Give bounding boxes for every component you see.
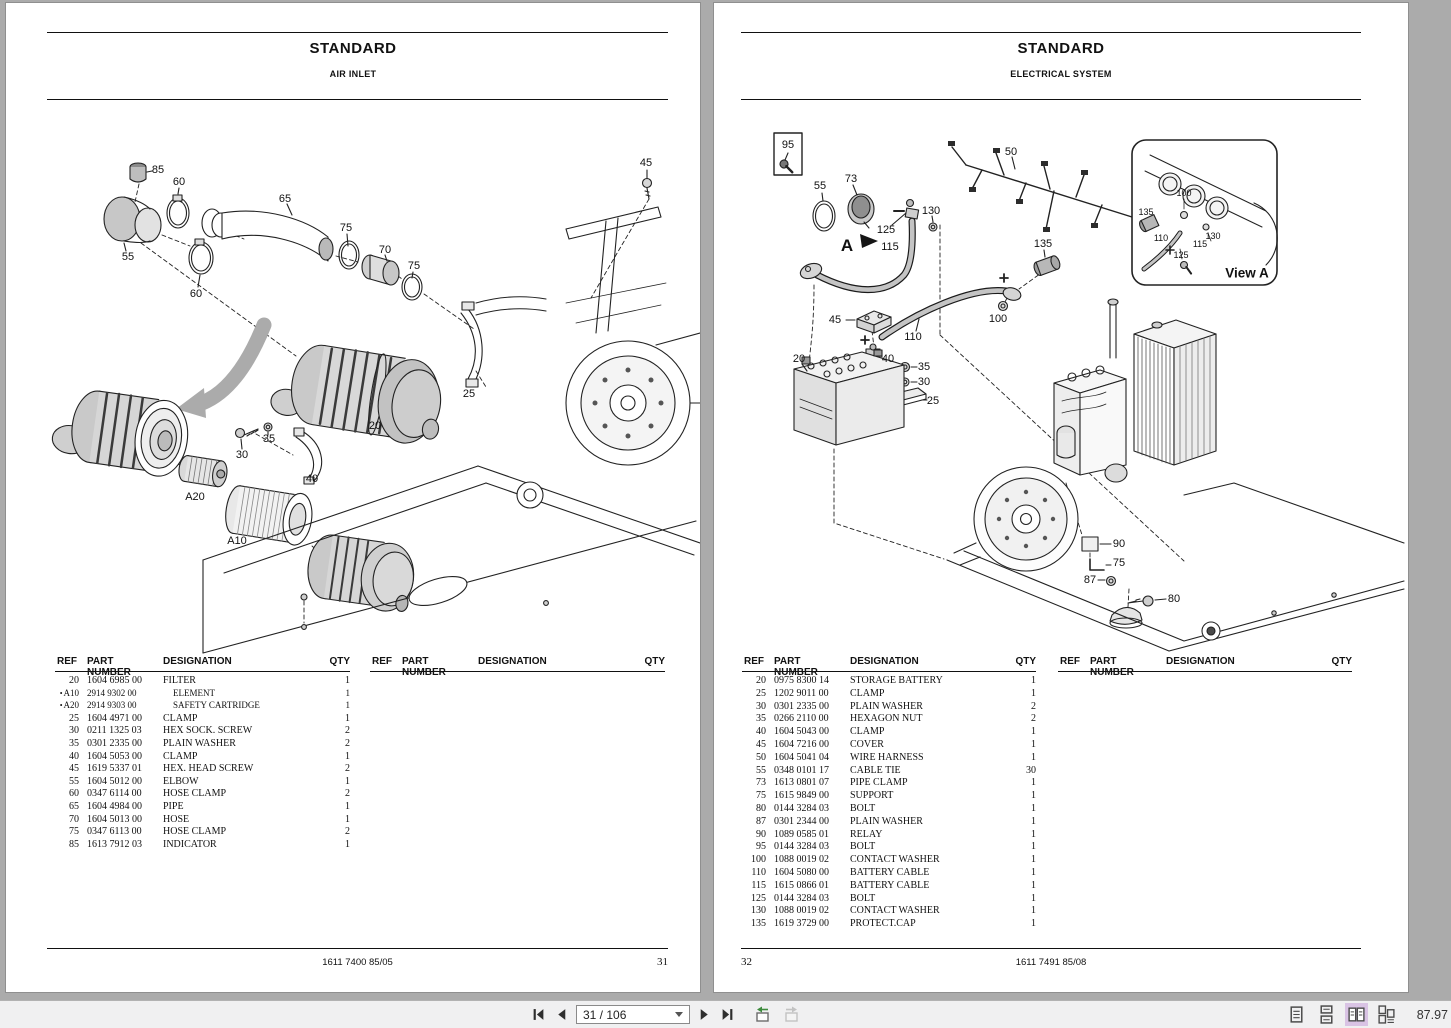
diagram-ref-label: 100 bbox=[988, 313, 1008, 325]
table-row: 135 1619 3729 00 PROTECT.CAP 1 bbox=[751, 918, 1036, 930]
diagram-ref-label: 45 bbox=[828, 314, 842, 326]
table-row: 87 0301 2344 00 PLAIN WASHER 1 bbox=[756, 815, 1036, 827]
diagram-ref-label: 125 bbox=[1173, 250, 1189, 260]
table-row: 35 0266 2110 00 HEXAGON NUT 2 bbox=[756, 713, 1036, 725]
first-page-icon bbox=[532, 1008, 545, 1021]
diagram-ref-label: View A bbox=[1225, 265, 1269, 281]
next-page-button[interactable] bbox=[696, 1006, 713, 1023]
radiator bbox=[1134, 320, 1216, 465]
table-row: 110 1604 5080 00 BATTERY CABLE 1 bbox=[751, 866, 1036, 878]
elbow-55 bbox=[104, 197, 161, 251]
diagram-ref-label: 35 bbox=[262, 433, 276, 445]
flywheel bbox=[566, 333, 700, 465]
diagram-ref-label: 73 bbox=[844, 173, 858, 185]
parts-table-header: REF PART NUMBER DESIGNATION QTY bbox=[57, 656, 350, 678]
table-row: 50 1604 5041 04 WIRE HARNESS 1 bbox=[756, 751, 1036, 763]
two-page-continuous-layout-button[interactable] bbox=[1375, 1003, 1398, 1026]
table-row: 73 1613 0801 07 PIPE CLAMP 1 bbox=[756, 777, 1036, 789]
previous-page-button[interactable] bbox=[553, 1006, 570, 1023]
diagram-ref-label: 40 bbox=[881, 353, 895, 365]
view-direction-arrow bbox=[860, 234, 878, 248]
table-row: 90 1089 0585 01 RELAY 1 bbox=[756, 828, 1036, 840]
support-75 bbox=[1090, 559, 1104, 570]
diagram-ref-label: A10 bbox=[227, 535, 247, 547]
table-row: 65 1604 4984 00 PIPE 1 bbox=[69, 800, 350, 812]
dropdown-caret-icon[interactable] bbox=[675, 1012, 683, 1017]
page-number: 31 bbox=[657, 956, 668, 968]
parts-table bbox=[55, 675, 350, 851]
two-page-layout-icon bbox=[1348, 1005, 1365, 1024]
document-number: 1611 7491 85/08 bbox=[1015, 957, 1087, 968]
diagram-ref-label: 135 bbox=[1138, 207, 1154, 217]
footer-rule bbox=[47, 948, 668, 949]
page-title: STANDARD bbox=[309, 40, 397, 57]
footer-rule bbox=[741, 948, 1361, 949]
table-row: 25 1604 4971 00 CLAMP 1 bbox=[69, 712, 350, 724]
diagram-ref-label: 20 bbox=[792, 353, 806, 365]
diagram-ref-label: 60 bbox=[172, 176, 186, 188]
table-row: •A20 2914 9303 00 SAFETY CARTRIDGE 1 bbox=[59, 700, 350, 711]
diagram-ref-label: 45 bbox=[639, 157, 653, 169]
diagram-ref-label: 95 bbox=[781, 139, 795, 151]
pipe-65 bbox=[222, 211, 328, 261]
indicator-85 bbox=[130, 163, 152, 182]
clamp-40 bbox=[294, 428, 322, 484]
diagram-ref-label: 75 bbox=[407, 260, 421, 272]
table-row: 40 1604 5043 00 CLAMP 1 bbox=[756, 726, 1036, 738]
continuous-layout-icon bbox=[1318, 1005, 1335, 1024]
two-page-layout-button[interactable] bbox=[1345, 1003, 1368, 1026]
page-subtitle: AIR INLET bbox=[329, 69, 377, 79]
diagram-ref-label: 50 bbox=[1004, 146, 1018, 158]
two-page-continuous-layout-icon bbox=[1378, 1005, 1395, 1024]
diagram-ref-label: 75 bbox=[1112, 557, 1126, 569]
diagram-ref-label: 135 bbox=[1033, 238, 1053, 250]
next-page-icon bbox=[698, 1008, 711, 1021]
first-page-button[interactable] bbox=[530, 1006, 547, 1023]
zoom-level: 87.97 bbox=[1416, 1007, 1448, 1022]
diagram-ref-label: 85 bbox=[151, 164, 165, 176]
parts-table-header: REF PART NUMBER DESIGNATION QTY bbox=[744, 656, 1036, 678]
table-row: 30 0301 2335 00 PLAIN WASHER 2 bbox=[756, 700, 1036, 712]
table-row: 20 0975 8300 14 STORAGE BATTERY 1 bbox=[756, 675, 1036, 686]
parts-table bbox=[742, 675, 1036, 931]
last-page-icon bbox=[721, 1008, 734, 1021]
page-number: 32 bbox=[741, 956, 752, 968]
hose-70 bbox=[362, 255, 399, 285]
diagram-ref-label: 130 bbox=[921, 205, 941, 217]
diagram-ref-label: 30 bbox=[917, 376, 931, 388]
diagram-ref-label: 30 bbox=[235, 449, 249, 461]
table-row: 55 0348 0101 17 CABLE TIE 30 bbox=[756, 764, 1036, 776]
table-row: 80 0144 3284 03 BOLT 1 bbox=[756, 802, 1036, 814]
diagram-ref-label: 20 bbox=[368, 420, 382, 432]
table-row: 95 0144 3284 03 BOLT 1 bbox=[756, 841, 1036, 853]
table-row: 130 1088 0019 02 CONTACT WASHER 1 bbox=[751, 905, 1036, 917]
table-row: 70 1604 5013 00 HOSE 1 bbox=[69, 813, 350, 825]
table-row: 30 0211 1325 03 HEX SOCK. SCREW 2 bbox=[69, 725, 350, 737]
table-row: 45 1619 5337 01 HEX. HEAD SCREW 2 bbox=[69, 763, 350, 775]
table-row: 125 0144 3284 03 BOLT 1 bbox=[751, 892, 1036, 904]
table-row: 25 1202 9011 00 CLAMP 1 bbox=[756, 687, 1036, 699]
single-page-layout-button[interactable] bbox=[1285, 1003, 1308, 1026]
screw-30-washer-35 bbox=[236, 423, 276, 449]
diagram-ref-label: 55 bbox=[121, 251, 135, 263]
safety-cartridge-a20 bbox=[177, 455, 228, 488]
table-row: 60 0347 6114 00 HOSE CLAMP 2 bbox=[69, 788, 350, 800]
view-a-inset bbox=[1132, 140, 1277, 285]
viewer-toolbar bbox=[0, 1000, 1451, 1028]
diagram-ref-label: 70 bbox=[378, 244, 392, 256]
table-row: •A10 2914 9302 00 ELEMENT 1 bbox=[59, 687, 350, 698]
diagram-ref-label: 90 bbox=[1112, 538, 1126, 550]
diagram-ref-label: 40 bbox=[305, 473, 319, 485]
diagram-ref-label: 35 bbox=[917, 361, 931, 373]
previous-view-button[interactable] bbox=[750, 1004, 774, 1025]
table-row: 55 1604 5012 00 ELBOW 1 bbox=[69, 775, 350, 787]
table-row: 35 0301 2335 00 PLAIN WASHER 2 bbox=[69, 737, 350, 749]
diagram-ref-label: 60 bbox=[189, 288, 203, 300]
diagram-ref-label: 100 bbox=[1176, 188, 1192, 198]
diagram-ref-label: 110 bbox=[904, 331, 922, 343]
diagram-ref-label: A bbox=[840, 236, 854, 255]
page-subtitle: ELECTRICAL SYSTEM bbox=[1010, 69, 1112, 79]
diagram-ref-label: 115 bbox=[881, 241, 899, 253]
parts-table-header-2: REF PART NUMBER DESIGNATION QTY bbox=[372, 656, 665, 678]
table-row: 75 1615 9849 00 SUPPORT 1 bbox=[756, 790, 1036, 802]
continuous-layout-button[interactable] bbox=[1315, 1003, 1338, 1026]
page-31 bbox=[6, 3, 700, 992]
diagram-ref-label: 125 bbox=[876, 224, 896, 236]
table-row: 75 0347 6113 00 HOSE CLAMP 2 bbox=[69, 826, 350, 838]
diagram-ref-label: 25 bbox=[926, 395, 940, 407]
filter-housing bbox=[49, 386, 192, 480]
table-row: 100 1088 0019 02 CONTACT WASHER 1 bbox=[751, 854, 1036, 866]
page-number-value: 31 / 106 bbox=[583, 1007, 627, 1022]
diagram-ref-label: 87 bbox=[1083, 574, 1097, 586]
table-row: 85 1613 7912 03 INDICATOR 1 bbox=[69, 838, 350, 850]
cover-45 bbox=[857, 311, 891, 333]
diagram-ref-label: 25 bbox=[462, 388, 476, 400]
installed-filter bbox=[303, 532, 417, 614]
table-row: 40 1604 5053 00 CLAMP 1 bbox=[69, 750, 350, 762]
page-title: STANDARD bbox=[1017, 40, 1105, 57]
screw-45 bbox=[643, 170, 652, 199]
previous-view-icon bbox=[752, 1006, 772, 1023]
flywheel bbox=[954, 467, 1078, 571]
relay-90 bbox=[1082, 537, 1098, 551]
next-view-button[interactable] bbox=[780, 1004, 804, 1025]
diagram-ref-label: 110 bbox=[1153, 233, 1169, 243]
engine bbox=[1054, 299, 1127, 482]
table-row: 45 1604 7216 00 COVER 1 bbox=[756, 738, 1036, 750]
diagram-ref-label: 55 bbox=[813, 180, 827, 192]
diagram-ref-label: 80 bbox=[1167, 593, 1181, 605]
page-32 bbox=[714, 3, 1408, 992]
diagram-ref-label: 65 bbox=[278, 193, 292, 205]
last-page-button[interactable] bbox=[719, 1006, 736, 1023]
bolt-95-callout bbox=[774, 133, 802, 175]
next-view-icon bbox=[782, 1006, 802, 1023]
table-row: 115 1615 0866 01 BATTERY CABLE 1 bbox=[751, 879, 1036, 891]
bolt-80 bbox=[1128, 596, 1153, 606]
storage-battery-20 bbox=[794, 350, 904, 445]
diagram-ref-label: 115 bbox=[1192, 239, 1208, 249]
single-page-layout-icon bbox=[1288, 1005, 1305, 1024]
parts-table-header-2: REF PART NUMBER DESIGNATION QTY bbox=[1060, 656, 1352, 678]
protect-cap-135 bbox=[1032, 255, 1061, 277]
table-row: 20 1604 6985 00 FILTER 1 bbox=[69, 675, 350, 686]
diagram-ref-label: 75 bbox=[339, 222, 353, 234]
wire-harness-50 bbox=[952, 147, 1146, 229]
diagram-ref-label: 130 bbox=[1205, 231, 1221, 241]
previous-page-icon bbox=[555, 1008, 568, 1021]
document-number: 1611 7400 85/05 bbox=[322, 957, 393, 968]
diagram-ref-label: A20 bbox=[185, 491, 205, 503]
page-number-input[interactable] bbox=[576, 1005, 690, 1024]
